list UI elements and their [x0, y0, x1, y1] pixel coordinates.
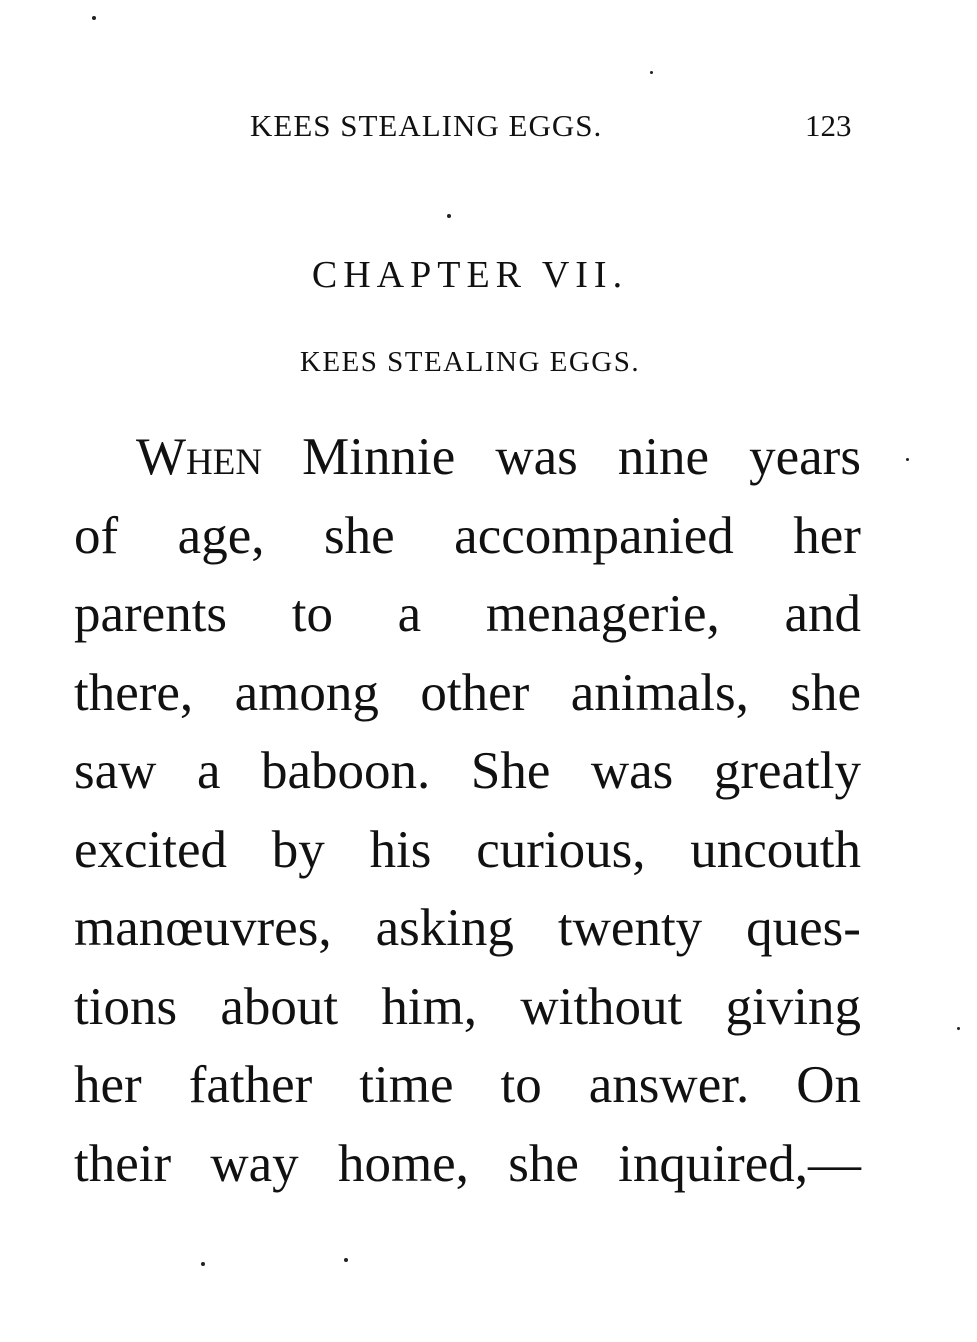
text-line: [74, 889, 861, 968]
scan-speck: [447, 214, 451, 218]
word: inquired,—: [618, 1134, 861, 1193]
word: ques-: [746, 899, 861, 957]
word: his: [369, 820, 432, 879]
word: baboon.: [261, 742, 431, 800]
word: Minnie: [302, 428, 456, 486]
word: their: [74, 1134, 172, 1193]
word: a: [196, 742, 221, 800]
word: she: [324, 506, 395, 565]
word: to: [500, 1056, 542, 1114]
word: of: [74, 506, 119, 565]
scan-speck: [957, 1027, 960, 1030]
word: among: [234, 663, 379, 722]
word: and: [784, 585, 861, 643]
word: without: [520, 977, 683, 1036]
running-head: KEES STEALING EGGS.: [250, 108, 603, 143]
word: nine: [617, 428, 710, 486]
word: twenty: [557, 899, 703, 957]
word: her: [74, 1056, 142, 1114]
chapter-title: KEES STEALING EGGS.: [299, 346, 641, 378]
text-line: [74, 1046, 861, 1125]
word: uncouth: [690, 820, 861, 879]
word: giving: [725, 977, 861, 1036]
scan-speck: [344, 1258, 348, 1262]
word: him,: [381, 977, 478, 1036]
word: parents: [74, 585, 228, 643]
body-text: [74, 418, 861, 1203]
word: excited: [74, 820, 228, 879]
word: menagerie,: [485, 585, 720, 643]
word: manœuvres,: [74, 899, 332, 957]
text-line: [74, 418, 861, 497]
word: to: [291, 585, 333, 643]
word: tions: [74, 977, 178, 1036]
word: by: [271, 820, 325, 879]
chapter-heading: CHAPTER VII.: [311, 254, 629, 296]
text-line: [74, 732, 861, 811]
word: she: [508, 1134, 579, 1193]
word: animals,: [570, 663, 749, 722]
word: She: [470, 742, 551, 800]
scan-speck: [650, 71, 653, 74]
text-line: [74, 1125, 861, 1204]
word: her: [793, 506, 861, 565]
word: asking: [375, 899, 514, 957]
word: When: [136, 428, 263, 486]
word: years: [749, 428, 861, 486]
word: home,: [337, 1134, 469, 1193]
page-number: 123: [805, 108, 852, 143]
word: was: [590, 742, 674, 800]
word: greatly: [713, 742, 861, 800]
word: a: [397, 585, 422, 643]
word: age,: [177, 506, 265, 565]
scan-speck: [201, 1262, 205, 1266]
word: accompanied: [454, 506, 734, 565]
word: answer.: [588, 1056, 750, 1114]
word: curious,: [476, 820, 646, 879]
word: she: [790, 663, 861, 722]
word: On: [796, 1056, 861, 1114]
text-line: [74, 968, 861, 1047]
word: way: [210, 1134, 299, 1193]
word: was: [495, 428, 578, 486]
word: time: [359, 1056, 454, 1114]
word: father: [188, 1056, 313, 1114]
word: saw: [74, 742, 157, 800]
text-line: [74, 654, 861, 733]
text-line: [74, 811, 861, 890]
word: there,: [74, 663, 194, 722]
scan-speck: [906, 458, 909, 461]
text-line: [74, 575, 861, 654]
word: about: [220, 977, 339, 1036]
scan-speck: [92, 16, 96, 20]
word: other: [420, 663, 530, 722]
text-line: [74, 497, 861, 576]
